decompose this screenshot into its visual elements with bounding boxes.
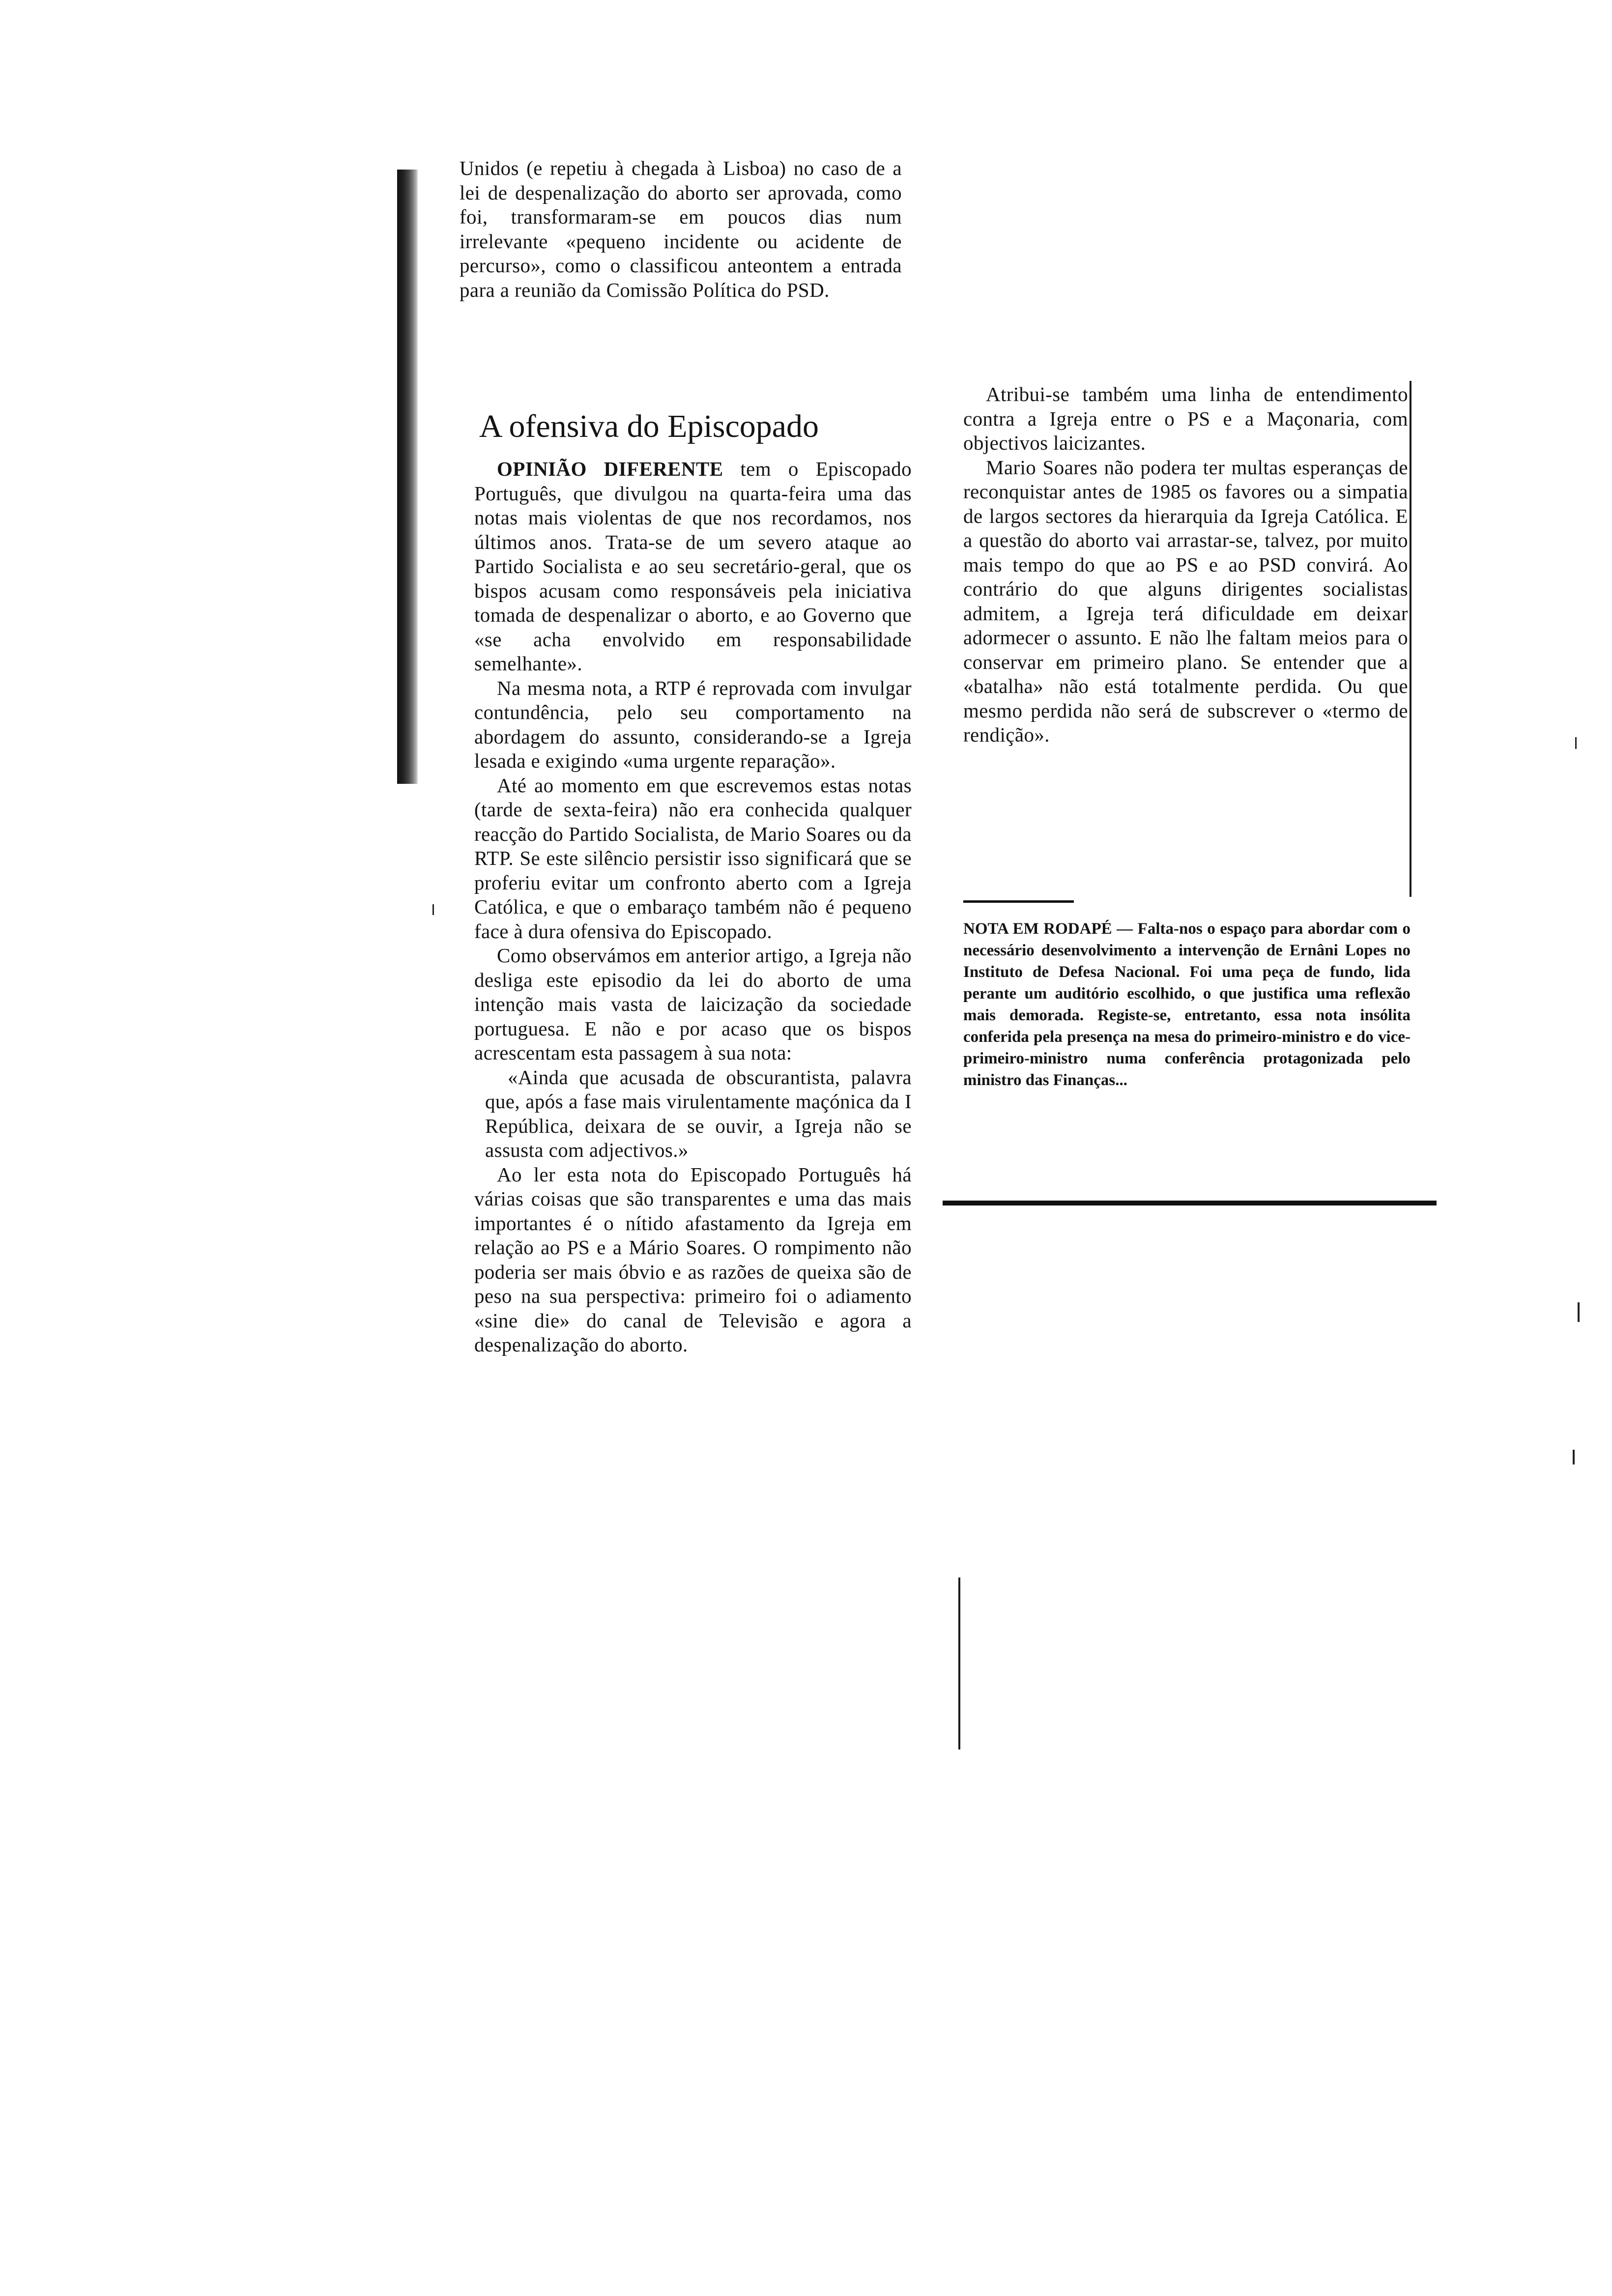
bottom-rule <box>943 1201 1437 1205</box>
footnote-rule <box>963 900 1074 903</box>
bishops-quote: «Ainda que acusada de obscurantista, palavra que, após a fase mais virulentamente maçónica da I República, deixara de se ouvir, a Igreja não se assusta com adjectivos.» <box>485 1065 912 1161</box>
right-paragraph-1: Atribui-se também uma linha de entendimento contra a Igreja entre o PS e a Maçonaria, com objectivos laicizantes. <box>963 383 1408 454</box>
scan-shadow-bar <box>397 170 418 784</box>
intro-paragraph: Unidos (e repetiu à chegada à Lisboa) no caso de a lei de despenalização do aborto ser aprovada, como foi, transformaram-se em poucos dias num irrelevante «pequeno incidente ou acidente de percurso», como o classificou anteontem a entrada para a reunião da Comissão Política do PSD. <box>460 157 902 301</box>
paragraph-3: Até ao momento em que escrevemos estas notas (tarde de sexta-feira) não era conhecida qualquer reacção do Partido Socialista, de Mario Soares ou da RTP. Se este silêncio persistir isso significará que se proferiu evitar um confronto aberto com a Igreja Católica, e que o embaraço também não é pequeno face à dura ofensiva do Episcopado. <box>474 774 912 943</box>
paragraph-1 <box>474 457 912 676</box>
scan-speck <box>1578 1302 1580 1322</box>
scan-speck <box>432 904 434 915</box>
footnote <box>963 918 1410 1091</box>
footnote-label: NOTA EM RODAPÉ — <box>963 920 1133 938</box>
lead-in: OPINIÃO DIFERENTE <box>497 458 723 480</box>
paragraph-2: Na mesma nota, a RTP é reprovada com invulgar contundência, pelo seu comportamento na abordagem do assunto, considerando-se a Igreja lesada e exigindo «uma urgente reparação». <box>474 676 912 772</box>
paragraph-4: Como observámos em anterior artigo, a Igreja não desliga este episodio da lei do aborto de uma intenção mais vasta de laicização da sociedade portuguesa. E não e por acaso que os bispos acrescentam esta passagem à sua nota: <box>474 944 912 1064</box>
scan-speck <box>1573 1450 1575 1464</box>
right-paragraph-2: Mario Soares não podera ter multas esperanças de reconquistar antes de 1985 os favores ou a simpatia de largos sectores da hierarquia da Igreja Católica. E a questão do aborto vai arrastar-se, talvez, por muito mais tempo do que ao PS e ao PSD convirá. Ao contrário do que alguns dirigentes socialistas admitem, a Igreja terá dificuldade em deixar adormecer o assunto. E não lhe faltam meios para o conservar em primeiro plano. Se entender que a «batalha» não está totalmente perdida. Ou que mesmo perdida não será de subscrever o «termo de rendição». <box>963 456 1408 746</box>
scan-speck <box>1575 737 1577 749</box>
section-headline: A ofensiva do Episcopado <box>479 408 819 444</box>
right-column <box>963 382 1408 747</box>
footnote-text: Falta-nos o espaço para abordar com o necessário desenvolvimento a intervenção de Ernâni Lopes no Instituto de Defesa Nacional. Foi uma peça de fundo, lida perante um auditório escolhido, o que justifica uma reflexão mais demorada. Registe-se, entretanto, essa nota insólita conferida pela presença na mesa do primeiro-ministro e do vice-primeiro-ministro numa conferência protagonizada pelo ministro das Finanças... <box>963 920 1411 1089</box>
left-column <box>474 457 912 1357</box>
paragraph-1-text: tem o Episcopado Português, que divulgou na quarta-feira uma das notas mais violentas de que nos recordamos, nos últimos anos. Trata-se de um severo ataque ao Partido Socialista e ao seu secretário-geral, que os bispos acusam como responsáveis pela iniciativa tomada de despenalizar o aborto, e ao Governo que «se acha envolvido em responsabilidade semelhante». <box>474 458 912 675</box>
right-column-border <box>1410 381 1411 897</box>
paragraph-5: Ao ler esta nota do Episcopado Português há várias coisas que são transparentes e uma das mais importantes é o nítido afastamento da Igreja em relação ao PS e a Mário Soares. O rompimento não poderia ser mais óbvio e as razões de queixa são de peso na sua perspectiva: primeiro foi o adiamento «sine die» do canal de Televisão e agora a despenalização do aborto. <box>474 1163 912 1356</box>
intro-column <box>460 156 902 302</box>
mid-column-border <box>958 1578 960 1750</box>
